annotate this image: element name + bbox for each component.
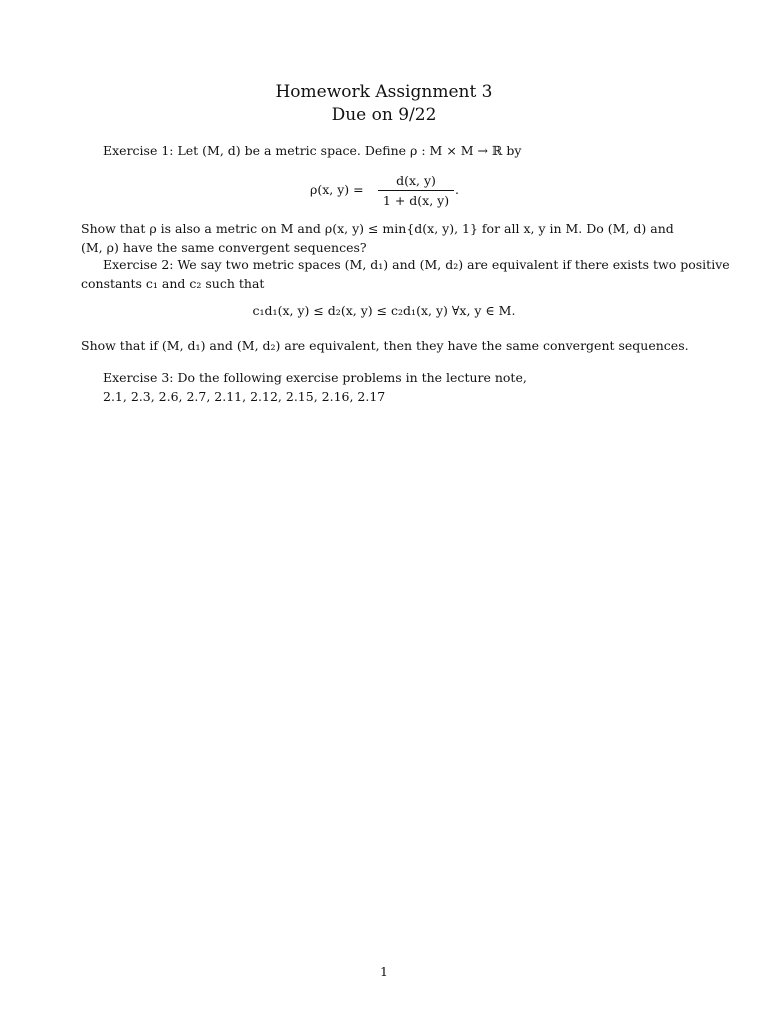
exercise-1-line-1: Exercise 1: Let (M, d) be a metric space. Define ρ : M × M → ℝ by — [103, 143, 522, 158]
due-date: Due on 9/22 — [331, 105, 437, 125]
formula-period: . — [455, 182, 459, 197]
exercise-1-body — [81, 219, 687, 257]
exercise-1-intro — [81, 141, 687, 160]
fraction-denominator: 1 + d(x, y) — [382, 193, 450, 208]
assignment-title: Homework Assignment 3 — [275, 82, 493, 102]
exercise-1-line-2: Show that ρ is also a metric on M and ρ(x, y) ≤ min{d(x, y), 1} for all x, y in M. Do (M, d) and — [81, 221, 674, 236]
exercise-2-line-3: Show that if (M, d₁) and (M, d₂) are equivalent, then they have the same convergent sequences. — [81, 338, 689, 353]
fraction-numerator: d(x, y) — [396, 173, 436, 188]
exercise-2-intro — [81, 255, 730, 293]
exercise-1-line-3: (M, ρ) have the same convergent sequences? — [81, 240, 367, 255]
exercise-2-conclusion — [81, 336, 687, 355]
exercise-3 — [81, 368, 687, 406]
exercise-2-line-2: constants c₁ and c₂ such that — [81, 276, 265, 291]
exercise-2-formula: c₁d₁(x, y) ≤ d₂(x, y) ≤ c₂d₁(x, y) ∀x, y ∈ M. — [252, 303, 516, 318]
exercise-2-line-1: Exercise 2: We say two metric spaces (M, d₁) and (M, d₂) are equivalent if there exists two positive — [103, 257, 730, 272]
formula-lhs: ρ(x, y) = — [310, 182, 364, 197]
exercise-1-formula — [310, 172, 470, 212]
fraction — [378, 172, 454, 209]
exercise-3-problem-list: 2.1, 2.3, 2.6, 2.7, 2.11, 2.12, 2.15, 2.16, 2.17 — [103, 389, 386, 404]
page-number: 1 — [380, 964, 388, 979]
exercise-3-line-1: Exercise 3: Do the following exercise problems in the lecture note, — [103, 370, 527, 385]
fraction-bar — [378, 190, 454, 191]
